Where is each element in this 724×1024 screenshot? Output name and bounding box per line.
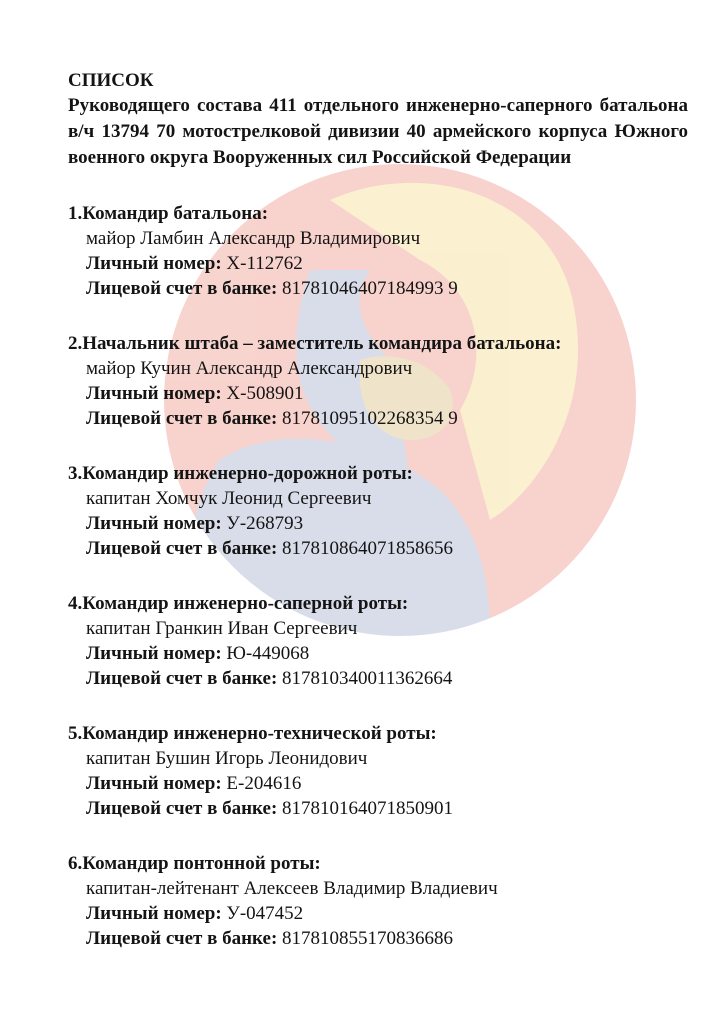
entry-account: Лицевой счет в банке: 817810864071858656 bbox=[86, 538, 454, 559]
document-subtitle: Руководящего состава 411 отдельного инженерно-саперного батальона в/ч 13794 70 мотострелковой дивизии 40 армейского корпуса Южного военного округа Вооруженных сил Российской Федерации bbox=[68, 95, 688, 168]
entry-position: 2.Начальник штаба – заместитель командира батальона: bbox=[68, 333, 562, 354]
entry-position: 6.Командир понтонной роты: bbox=[68, 853, 321, 874]
document-title: СПИСОК bbox=[68, 70, 154, 91]
entry-3 bbox=[68, 461, 688, 561]
entry-4 bbox=[68, 591, 688, 691]
document-page bbox=[68, 68, 688, 951]
entry-personal-number: Личный номер: У-268793 bbox=[86, 513, 304, 534]
entry-account: Лицевой счет в банке: 817810855170836686 bbox=[86, 928, 454, 949]
entry-name: капитан Гранкин Иван Сергеевич bbox=[86, 618, 358, 639]
entry-account: Лицевой счет в банке: 817810340011362664 bbox=[86, 668, 453, 689]
entry-name: капитан Бушин Игорь Леонидович bbox=[86, 748, 368, 769]
entry-personal-number: Личный номер: Ю-449068 bbox=[86, 643, 310, 664]
entry-personal-number: Личный номер: Х-508901 bbox=[86, 383, 304, 404]
entry-name: капитан Хомчук Леонид Сергеевич bbox=[86, 488, 372, 509]
entry-position: 3.Командир инженерно-дорожной роты: bbox=[68, 463, 413, 484]
entry-account: Лицевой счет в банке: 81781046407184993 9 bbox=[86, 278, 458, 299]
entry-2 bbox=[68, 331, 688, 431]
entry-1 bbox=[68, 201, 688, 301]
entry-personal-number: Личный номер: Е-204616 bbox=[86, 773, 302, 794]
entry-personal-number: Личный номер: У-047452 bbox=[86, 903, 304, 924]
entry-6 bbox=[68, 851, 688, 951]
entry-name: майор Кучин Александр Александрович bbox=[86, 358, 413, 379]
entry-personal-number: Личный номер: Х-112762 bbox=[86, 253, 303, 274]
entry-position: 5.Командир инженерно-технической роты: bbox=[68, 723, 437, 744]
entry-name: майор Ламбин Александр Владимирович bbox=[86, 228, 421, 249]
entry-position: 1.Командир батальона: bbox=[68, 203, 269, 224]
entry-name: капитан-лейтенант Алексеев Владимир Владиевич bbox=[86, 878, 498, 899]
entry-account: Лицевой счет в банке: 81781095102268354 9 bbox=[86, 408, 458, 429]
entry-position: 4.Командир инженерно-саперной роты: bbox=[68, 593, 409, 614]
entry-account: Лицевой счет в банке: 817810164071850901 bbox=[86, 798, 454, 819]
entry-5 bbox=[68, 721, 688, 821]
